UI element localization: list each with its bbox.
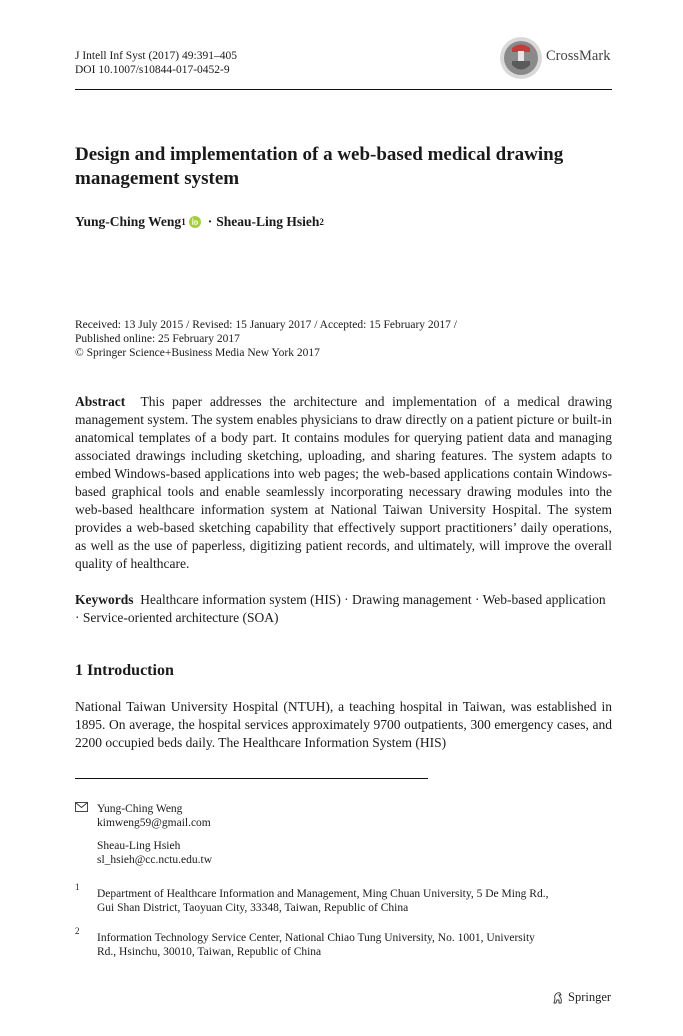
author-separator: · [207,214,213,229]
affiliation-line: Rd., Hsinchu, 30010, Taiwan, Republic of China [97,946,322,958]
contact-name: Sheau-Ling Hsieh [97,840,181,852]
article-history [75,318,615,360]
abstract-text: This paper addresses the architecture and implementation of a medical drawing management system. The system enables physicians to draw directly on a patient picture or built-in anatomical templates of a body part. It contains modules for querying patient data and managing associated drawings including sketching, uploading, and sharing features. The system adapts to embed Windows-based applications into web pages; the web-based applications contain Windows-based graphical tools and enable seamlessly incorporating necessary drawing modules into the web-based healthcare information system at National Taiwan University Hospital. The system provides a web-based sketching capability that effectively support practitioners’ daily operations, as well as the use of paperless, digitizing patient records, and ultimately, will improve the overall quality of healthcare. [75,394,612,571]
affiliation-number: 2 [75,926,80,936]
affiliation-line: Information Technology Service Center, National Chiao Tung University, No. 1001, University [97,932,535,944]
history-dates: Received: 13 July 2015 / Revised: 15 January 2017 / Accepted: 15 February 2017 / [75,319,457,331]
author-affiliation-marker: 2 [319,217,324,227]
affiliation [97,931,535,959]
section-heading: 1 Introduction [75,662,174,679]
keywords-text: Healthcare information system (HIS) · Drawing management · Web-based application · Service-oriented architecture (SOA) [75,592,606,625]
affiliation [97,887,548,915]
publisher-label: Springer [568,990,612,1004]
author-list [75,214,324,230]
abstract [75,393,612,573]
contact-author [97,839,212,867]
header-rule [75,89,612,90]
keywords-label: Keywords [75,592,134,607]
journal-citation: J Intell Inf Syst (2017) 49:391–405 [75,50,237,62]
author-name[interactable]: Sheau-Ling Hsieh [216,214,320,229]
contact-author [97,802,211,830]
footnote-rule [75,778,428,779]
envelope-icon [75,802,88,812]
publisher-mark [551,990,611,1005]
crossmark-badge[interactable] [499,36,610,80]
contact-name: Yung-Ching Weng [97,803,183,815]
contact-email[interactable]: sl_hsieh@cc.nctu.edu.tw [97,854,213,866]
copyright: © Springer Science+Business Media New York 2017 [75,347,320,359]
section-body: National Taiwan University Hospital (NTUH), a teaching hospital in Taiwan, was established in 1895. On average, the hospital services approximately 9700 outpatients, 300 emergency cases, and 2200 occupied beds daily. The Healthcare Information System (HIS) [75,699,612,750]
crossmark-label: CrossMark [546,47,611,64]
contact-email[interactable]: kimweng59@gmail.com [97,817,211,829]
author-name[interactable]: Yung-Ching Weng [75,214,182,229]
affiliation-line: Department of Healthcare Information and Management, Ming Chuan University, 5 De Ming Rd., [97,888,549,900]
abstract-label: Abstract [75,394,126,409]
keywords [75,591,612,627]
affiliation-number: 1 [75,882,80,892]
journal-meta [75,49,237,77]
affiliation-line: Gui Shan District, Taoyuan City, 33348, Taiwan, Republic of China [97,902,409,914]
article-title: Design and implementation of a web-based medical drawing management system [75,144,564,189]
journal-doi[interactable]: DOI 10.1007/s10844-017-0452-9 [75,64,230,76]
orcid-icon[interactable] [189,216,201,228]
author-affiliation-marker: 1 [181,217,186,227]
crossmark-icon [499,36,543,80]
published-online: Published online: 25 February 2017 [75,333,240,345]
springer-horse-icon [551,991,565,1005]
